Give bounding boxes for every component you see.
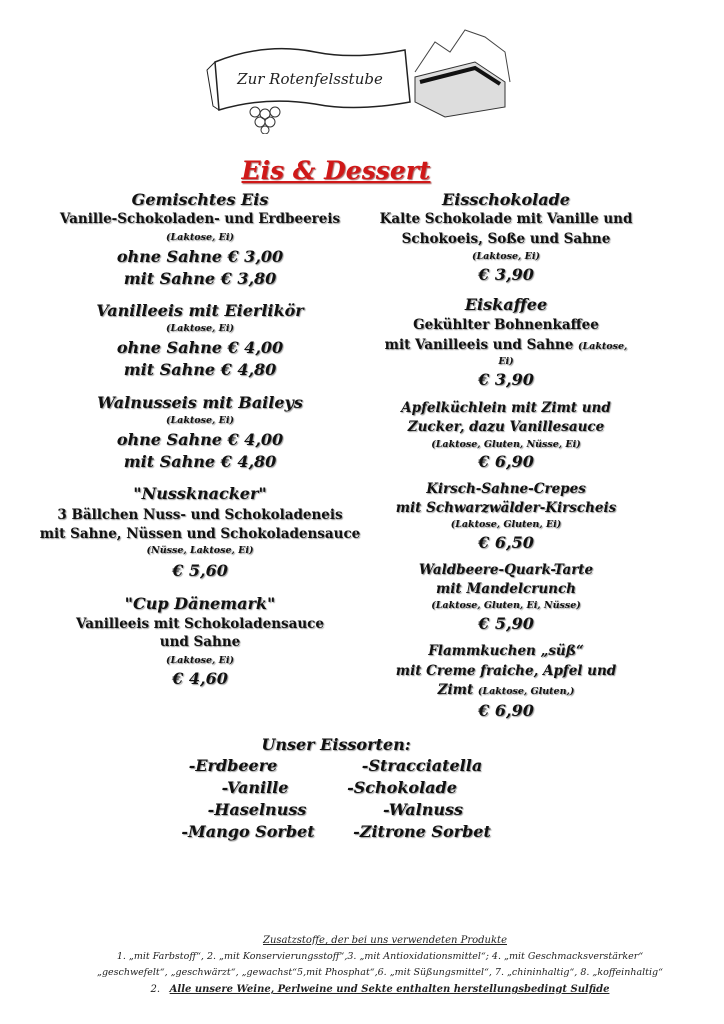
item-allergens: (Laktose, Gluten,) bbox=[477, 686, 575, 697]
item-allergens: (Laktose, Gluten, Ei, Nüsse) bbox=[431, 600, 581, 611]
item-allergens: (Laktose, Gluten, Ei) bbox=[450, 519, 562, 530]
flavor-item: -Stracciatella bbox=[361, 756, 483, 775]
item-desc: mit Sahne, Nüssen und Schokoladensauce bbox=[39, 526, 361, 542]
item-title: Eisschokolade bbox=[442, 190, 570, 209]
flavor-item: -Schokolade bbox=[347, 778, 457, 797]
item-price: € 6,90 bbox=[478, 452, 534, 471]
flavor-item: -Zitrone Sorbet bbox=[353, 822, 491, 841]
item-price: ohne Sahne € 4,00 bbox=[116, 338, 284, 357]
item-title: "Nussknacker" bbox=[133, 484, 267, 503]
item-allergens: Ei) bbox=[498, 356, 514, 367]
item-desc: mit Creme fraiche, Apfel und bbox=[395, 663, 617, 679]
item-title: Vanilleeis mit Eierlikör bbox=[96, 301, 304, 320]
item-desc: Kalte Schokolade mit Vanille und bbox=[379, 211, 633, 227]
flavor-item: -Haselnuss bbox=[207, 800, 307, 819]
item-title: Kirsch-Sahne-Crepes bbox=[426, 481, 586, 497]
item-desc: mit Schwarzwälder-Kirscheis bbox=[395, 500, 617, 516]
item-price: mit Sahne € 4,80 bbox=[123, 452, 277, 471]
item-desc: Zucker, dazu Vanillesauce bbox=[407, 419, 605, 435]
item-desc-text: Zimt bbox=[437, 682, 474, 698]
flavor-item: -Mango Sorbet bbox=[181, 822, 315, 841]
item-allergens: (Laktose, Ei) bbox=[166, 415, 234, 426]
item-desc: Schokoeis, Soße und Sahne bbox=[401, 231, 611, 247]
item-title: Walnusseis mit Baileys bbox=[97, 393, 303, 412]
flavor-item: -Vanille bbox=[221, 778, 289, 797]
additives-heading: Zusatzstoffe, der bei uns verwendeten Produkte bbox=[263, 935, 507, 946]
sulfide-note bbox=[151, 984, 610, 995]
item-title: "Cup Dänemark" bbox=[124, 594, 276, 613]
note-text: Alle unsere Weine, Perlweine und Sekte enthalten herstellungsbedingt Sulfide bbox=[169, 984, 610, 995]
item-title: Flammkuchen „süß“ bbox=[428, 643, 584, 659]
additives-line: 1. „mit Farbstoff“, 2. „mit Konservierungsstoff“,3. „mit Antioxidationsmittel“; 4. „mit Geschmacksverstärker“ bbox=[116, 951, 644, 962]
item-desc: 3 Bällchen Nuss- und Schokoladeneis bbox=[57, 507, 343, 523]
page-title: Eis & Dessert bbox=[241, 156, 431, 185]
item-title: Eiskaffee bbox=[464, 295, 548, 314]
item-price: € 6,50 bbox=[478, 533, 534, 552]
item-desc: Vanilleeis mit Schokoladensauce bbox=[76, 616, 324, 632]
item-title: Apfelküchlein mit Zimt und bbox=[401, 400, 611, 416]
item-desc: Gekühlter Bohnenkaffee bbox=[413, 317, 599, 333]
flavors-heading: Unser Eissorten: bbox=[261, 735, 411, 754]
logo-text: Zur Rotenfelsstube bbox=[237, 70, 383, 88]
item-desc: und Sahne bbox=[159, 634, 241, 650]
note-number: 2. bbox=[150, 984, 161, 995]
item-price: ohne Sahne € 3,00 bbox=[116, 247, 284, 266]
item-desc-text: mit Vanilleeis und Sahne bbox=[384, 337, 574, 353]
item-allergens: (Laktose, Ei) bbox=[166, 232, 234, 243]
item-desc bbox=[438, 682, 575, 698]
item-title: Waldbeere-Quark-Tarte bbox=[418, 562, 594, 578]
item-allergens: (Laktose, bbox=[577, 341, 628, 352]
flavor-item: -Walnuss bbox=[382, 800, 464, 819]
item-price: € 5,90 bbox=[478, 614, 534, 633]
item-allergens: (Nüsse, Laktose, Ei) bbox=[146, 545, 254, 556]
item-price: mit Sahne € 4,80 bbox=[123, 360, 277, 379]
item-price: € 3,90 bbox=[478, 370, 534, 389]
restaurant-logo bbox=[205, 22, 515, 134]
item-allergens: (Laktose, Ei) bbox=[472, 251, 540, 262]
item-allergens: (Laktose, Ei) bbox=[166, 655, 234, 666]
item-desc: mit Mandelcrunch bbox=[435, 581, 577, 597]
item-allergens: (Laktose, Gluten, Nüsse, Ei) bbox=[431, 439, 581, 450]
item-title: Gemischtes Eis bbox=[131, 190, 269, 209]
additives-line: „geschwefelt“, „geschwärzt“, „gewachst“5,mit Phosphat“,6. „mit Süßungsmittel“, 7. „chininhaltig“, 8. „koffeinhaltig“ bbox=[97, 967, 663, 978]
item-allergens: (Laktose, Ei) bbox=[166, 323, 234, 334]
item-price: mit Sahne € 3,80 bbox=[123, 269, 277, 288]
item-price: ohne Sahne € 4,00 bbox=[116, 430, 284, 449]
item-price: € 3,90 bbox=[478, 265, 534, 284]
item-desc: Vanille-Schokoladen- und Erdbeereis bbox=[59, 211, 341, 227]
item-price: € 5,60 bbox=[172, 561, 228, 580]
item-price: € 4,60 bbox=[172, 669, 228, 688]
item-price: € 6,90 bbox=[478, 701, 534, 720]
item-desc bbox=[385, 337, 628, 353]
flavor-item: -Erdbeere bbox=[188, 756, 278, 775]
